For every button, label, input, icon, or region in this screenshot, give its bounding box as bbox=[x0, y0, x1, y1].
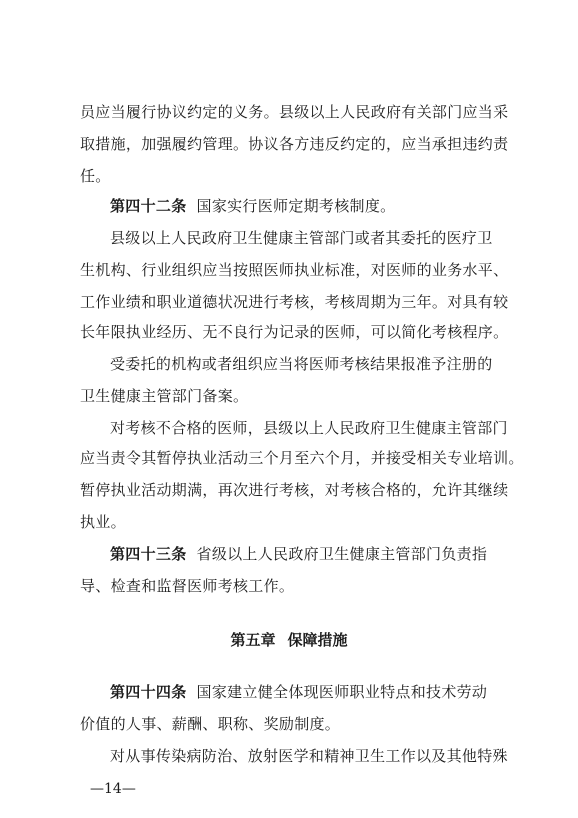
text-line: 应当责令其暂停执业活动三个月至六个月，并接受相关专业培训。 bbox=[80, 449, 524, 467]
article-43 bbox=[110, 544, 510, 564]
article-43-heading: 第四十三条 bbox=[110, 545, 187, 563]
chapter-heading bbox=[0, 630, 578, 650]
text-line: 卫生健康主管部门备案。 bbox=[80, 387, 249, 405]
article-43-text: 省级以上人民政府卫生健康主管部门负责指 bbox=[196, 545, 488, 563]
text-line: 员应当履行协议约定的义务。县级以上人民政府有关部门应当采 bbox=[80, 103, 509, 121]
text-line: 生机构、行业组织应当按照医师执业标准，对医师的业务水平、 bbox=[80, 261, 509, 279]
article-44-text: 国家建立健全体现医师职业特点和技术劳动 bbox=[196, 683, 488, 701]
text-line: 县级以上人民政府卫生健康主管部门或者其委托的医疗卫 bbox=[110, 229, 493, 247]
chapter-title: 保障措施 bbox=[287, 631, 348, 649]
page-number: —14— bbox=[90, 781, 136, 797]
text-line: 对考核不合格的医师，县级以上人民政府卫生健康主管部门 bbox=[110, 419, 508, 437]
text-line: 暂停执业活动期满，再次进行考核，对考核合格的，允许其继续 bbox=[80, 481, 509, 499]
text-line: 长年限执业经历、无不良行为记录的医师，可以简化考核程序。 bbox=[80, 323, 509, 341]
text-line: 价值的人事、薪酬、职称、奖励制度。 bbox=[80, 715, 341, 733]
article-44 bbox=[110, 682, 510, 702]
article-42-text: 国家实行医师定期考核制度。 bbox=[196, 197, 396, 215]
text-line: 工作业绩和职业道德状况进行考核，考核周期为三年。对具有较 bbox=[80, 293, 509, 311]
article-42-heading: 第四十二条 bbox=[110, 197, 187, 215]
text-line: 取措施，加强履约管理。协议各方违反约定的，应当承担违约责 bbox=[80, 135, 509, 153]
text-line: 对从事传染病防治、放射医学和精神卫生工作以及其他特殊 bbox=[110, 747, 508, 765]
article-44-heading: 第四十四条 bbox=[110, 683, 187, 701]
text-line: 导、检查和监督医师考核工作。 bbox=[80, 577, 295, 595]
text-line: 执业。 bbox=[80, 513, 126, 531]
text-line: 受委托的机构或者组织应当将医师考核结果报准予注册的 bbox=[110, 355, 493, 373]
chapter-number: 第五章 bbox=[230, 631, 276, 649]
article-42 bbox=[110, 196, 510, 216]
text-line: 任。 bbox=[80, 167, 111, 185]
